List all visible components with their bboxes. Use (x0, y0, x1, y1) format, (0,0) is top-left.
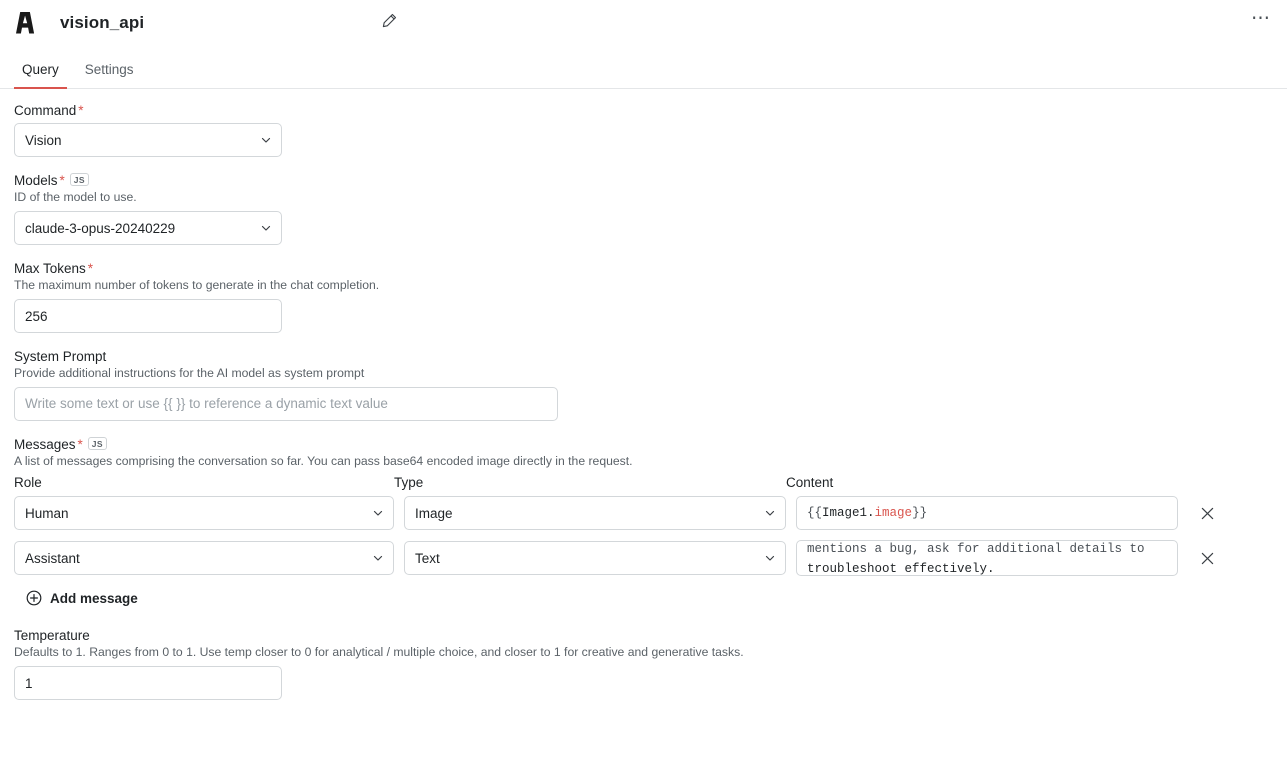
max-tokens-description: The maximum number of tokens to generate in the chat completion. (14, 278, 380, 292)
message-role-cell (14, 496, 394, 530)
max-tokens-label-row (14, 261, 1273, 276)
models-description: ID of the model to use. (14, 190, 137, 204)
system-prompt-label: System Prompt (14, 349, 107, 364)
content-property: image (874, 506, 913, 520)
messages-label-row (14, 437, 1273, 452)
column-header-role: Role (14, 475, 42, 490)
field-system-prompt (14, 349, 1273, 421)
add-message-label: Add message (50, 590, 138, 606)
chevron-down-icon (372, 507, 384, 519)
message-role-select[interactable] (14, 541, 394, 575)
column-header-content: Content (786, 475, 834, 490)
content-brace-close: }} (912, 506, 928, 520)
command-required-marker: * (78, 103, 84, 118)
temperature-input[interactable] (14, 666, 282, 700)
models-required-marker: * (59, 173, 65, 188)
message-role-value: Assistant (25, 550, 80, 566)
models-value: claude-3-opus-20240229 (25, 220, 176, 236)
max-tokens-input[interactable] (14, 299, 282, 333)
message-type-cell (404, 496, 786, 530)
close-icon (1201, 552, 1214, 565)
messages-column-headers (14, 475, 1273, 490)
tab-bar (0, 46, 1287, 89)
app-header (0, 0, 1287, 46)
content-brace-open: {{ (807, 506, 823, 520)
field-models (14, 173, 1273, 245)
anthropic-logo-icon (14, 8, 44, 38)
command-select[interactable] (14, 123, 282, 157)
messages-description: A list of messages comprising the conversation so far. You can pass base64 encoded image directly in the request. (14, 454, 633, 468)
chevron-down-icon (372, 552, 384, 564)
message-type-select[interactable] (404, 541, 786, 575)
message-content-input[interactable] (796, 496, 1178, 530)
content-variable: Image1 (822, 506, 868, 520)
command-label: Command (14, 103, 77, 118)
column-header-type: Type (394, 475, 424, 490)
field-temperature (14, 628, 1273, 700)
field-messages (14, 437, 1273, 606)
temperature-description: Defaults to 1. Ranges from 0 to 1. Use temp closer to 0 for analytical / multiple choice, and closer to 1 for creative and generative tasks. (14, 645, 744, 659)
message-type-value: Text (415, 550, 440, 566)
chevron-down-icon (764, 552, 776, 564)
field-command (14, 103, 1273, 157)
command-value: Vision (25, 132, 62, 148)
system-prompt-input[interactable]: Write some text or use {{ }} to reference a dynamic text value (14, 387, 558, 421)
plus-circle-icon (26, 590, 42, 606)
message-content-textarea[interactable] (796, 540, 1178, 576)
remove-message-button[interactable] (1190, 496, 1224, 530)
models-select[interactable] (14, 211, 282, 245)
message-content-line-1: mentions a bug, ask for additional details to (807, 542, 1145, 556)
pencil-icon[interactable] (380, 11, 398, 29)
page-title: vision_api (60, 13, 145, 32)
temperature-label: Temperature (14, 628, 90, 643)
close-icon (1201, 507, 1214, 520)
tab-query[interactable]: Query (14, 62, 67, 88)
table-row (14, 540, 1273, 576)
js-badge-icon[interactable]: JS (88, 437, 107, 450)
message-role-select[interactable] (14, 496, 394, 530)
chevron-down-icon (260, 134, 272, 146)
more-options-icon[interactable]: ⋯ (1251, 8, 1271, 29)
message-content-line-2: troubleshoot effectively. (807, 562, 995, 576)
content-dot: . (867, 506, 875, 520)
system-prompt-description: Provide additional instructions for the AI model as system prompt (14, 366, 365, 380)
query-form (0, 89, 1287, 700)
message-role-value: Human (25, 505, 69, 521)
message-type-cell (404, 541, 786, 575)
system-prompt-label-row (14, 349, 1273, 364)
chevron-down-icon (764, 507, 776, 519)
table-row (14, 496, 1273, 530)
max-tokens-required-marker: * (87, 261, 94, 276)
command-label-row (14, 103, 1273, 118)
remove-message-button[interactable] (1190, 541, 1224, 575)
message-type-select[interactable] (404, 496, 786, 530)
message-type-value: Image (415, 505, 453, 521)
temperature-value: 1 (25, 675, 33, 691)
messages-label: Messages (14, 437, 76, 452)
messages-required-marker: * (77, 437, 83, 452)
message-content-cell (796, 496, 1178, 530)
temperature-label-row (14, 628, 1273, 643)
models-label-row (14, 173, 1273, 188)
js-badge-icon[interactable]: JS (70, 173, 89, 186)
tab-settings[interactable]: Settings (84, 62, 134, 77)
chevron-down-icon (260, 222, 272, 234)
max-tokens-label: Max Tokens (14, 261, 86, 276)
models-label: Models (14, 173, 58, 188)
field-max-tokens (14, 261, 1273, 333)
message-role-cell (14, 541, 394, 575)
add-message-button[interactable] (26, 590, 138, 606)
max-tokens-value: 256 (25, 308, 48, 324)
message-content-cell (796, 540, 1178, 576)
